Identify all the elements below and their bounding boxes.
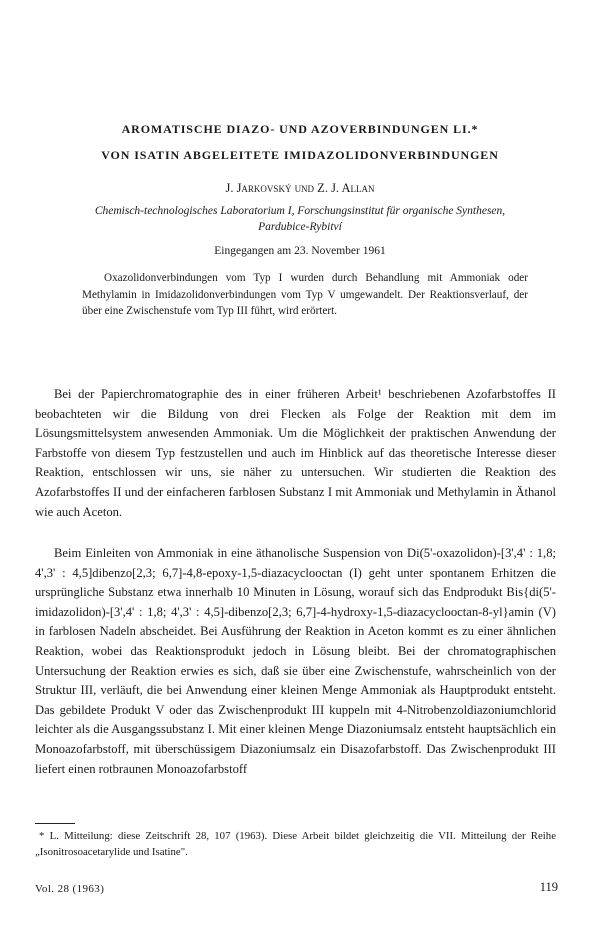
affiliation-line-1: Chemisch-technologisches Laboratorium I, Forschungsinstitut für organische Synthesen, (94, 205, 506, 217)
page-number: 119 (539, 880, 558, 894)
footnote-rule (35, 823, 75, 824)
affiliation-line-2: Pardubice-Rybitví (258, 221, 342, 233)
volume-info: Vol. 28 (1963) (35, 883, 105, 895)
received-date: Eingegangen am 23. November 1961 (214, 245, 386, 257)
footnote: * L. Mitteilung: diese Zeitschrift 28, 107 (1963). Diese Arbeit bildet gleichzeitig die VII. Mitteilung der Reihe „Isonitrosoacetarylide und Isatine". (35, 830, 556, 858)
title-line-1: AROMATISCHE DIAZO- UND AZOVERBINDUNGEN LI.* (121, 122, 479, 136)
abstract: Oxazolidonverbindungen vom Typ I wurden durch Behandlung mit Ammoniak oder Methylamin in Imidazolidonverbindungen vom Typ V umgewandelt. Der Reaktionsverlauf, der über eine Zwischenstufe vom Typ III führt, wird erörtert. (82, 272, 528, 317)
title-line-2: VON ISATIN ABGELEITETE IMIDAZOLIDONVERBINDUNGEN (101, 148, 499, 162)
authors: J. Jarkovský und Z. J. Allan (225, 181, 375, 195)
body-paragraph-1: Bei der Papierchromatographie des in einer früheren Arbeit¹ beschriebenen Azofarbstoffes II beobachteten wir die Bildung von drei Flecken als Folge der Reaktion mit dem im Lösungsmittelsystem anwesenden Ammoniak. Um die Möglichkeit der praktischen Anwendung der Farbstoffe von diesem Typ festzustellen und auch im Hinblick auf das theoretische Interesse dieser Reaktion, entschlossen wir uns, sie näher zu untersuchen. Wir studierten die Reaktion des Azofarbstoffes II und der einfacheren farblosen Substanz I mit Ammoniak und Methylamin in Äthanol wie auch Aceton. (35, 387, 556, 519)
body-paragraph-2: Beim Einleiten von Ammoniak in eine äthanolische Suspension von Di(5'-oxazolidon)-[3',4' : 1,8; 4',3' : 4,5]dibenzo[2,3; 6,7]-4,8-epoxy-1,5-diazacyclooctan (I) geht unter spontanem Erhitzen die ursprüngliche Substanz etwa innerhalb 10 Minuten in Lösung, worauf sich das Endprodukt Bis{di(5'-imidazolidon)-[3',4' : 1,8; 4',3' : 4,5]-dibenzo[2,3; 6,7]-4-hydroxy-1,5-diazacyclooctan-8-yl}amin (V) in farblosen Nadeln abscheidet. Bei Ausführung der Reaktion in Aceton kommt es zu einer ähnlichen Reaktion, wobei das Reaktionsprodukt jedoch in Lösung bleibt. Bei der chromatographischen Untersuchung der Reaktion erwies es sich, daß sie über eine Zwischenstufe, wahrscheinlich von der Struktur III, verläuft, die bei Anwendung einer kleinen Menge Ammoniak als Hauptprodukt entsteht. Das gebildete Produkt V oder das Zwischenprodukt III kuppeln mit 4-Nitrobenzoldiazoniumchlorid leichter als die Ausgangssubstanz I. Mit einer kleinen Menge Diazoniumsalz entsteht hauptsächlich ein Monoazofarbstoff, mit überschüssigem Diazoniumsalz ein Disazofarbstoff. Das Zwischenprodukt III liefert einen rotbraunen Monoazofarbstoff (35, 546, 556, 776)
